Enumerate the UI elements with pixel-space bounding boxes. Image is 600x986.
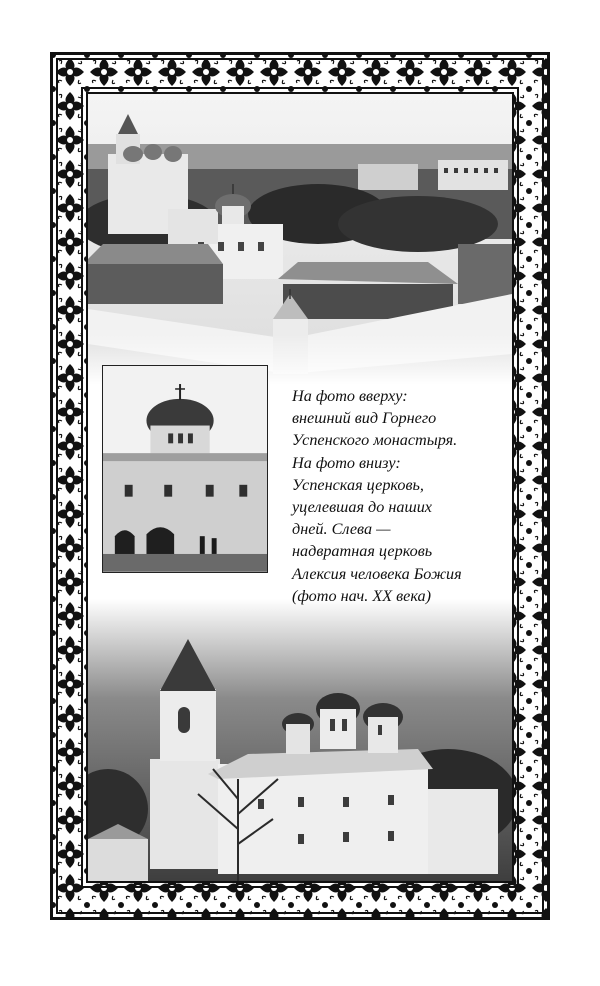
caption-line: Алексия человека Божия xyxy=(292,564,462,583)
caption-line: уцелевшая до наших xyxy=(292,498,432,517)
caption-line: (фото нач. XX века) xyxy=(292,586,432,605)
caption-line: Успенского монастыря. xyxy=(292,431,458,450)
photo-caption xyxy=(292,385,502,607)
monastery-exterior-photo xyxy=(88,94,512,384)
assumption-church-photo xyxy=(88,599,512,883)
caption-line: дней. Слева — xyxy=(292,520,391,539)
caption-line: На фото вверху: xyxy=(292,387,408,405)
caption-line: Успенская церковь, xyxy=(292,475,424,494)
caption-line: На фото внизу: xyxy=(292,453,401,472)
caption-line: надвратная церковь xyxy=(292,542,433,561)
caption-line: внешний вид Горнего xyxy=(292,409,437,428)
gate-church-photo xyxy=(102,365,268,573)
